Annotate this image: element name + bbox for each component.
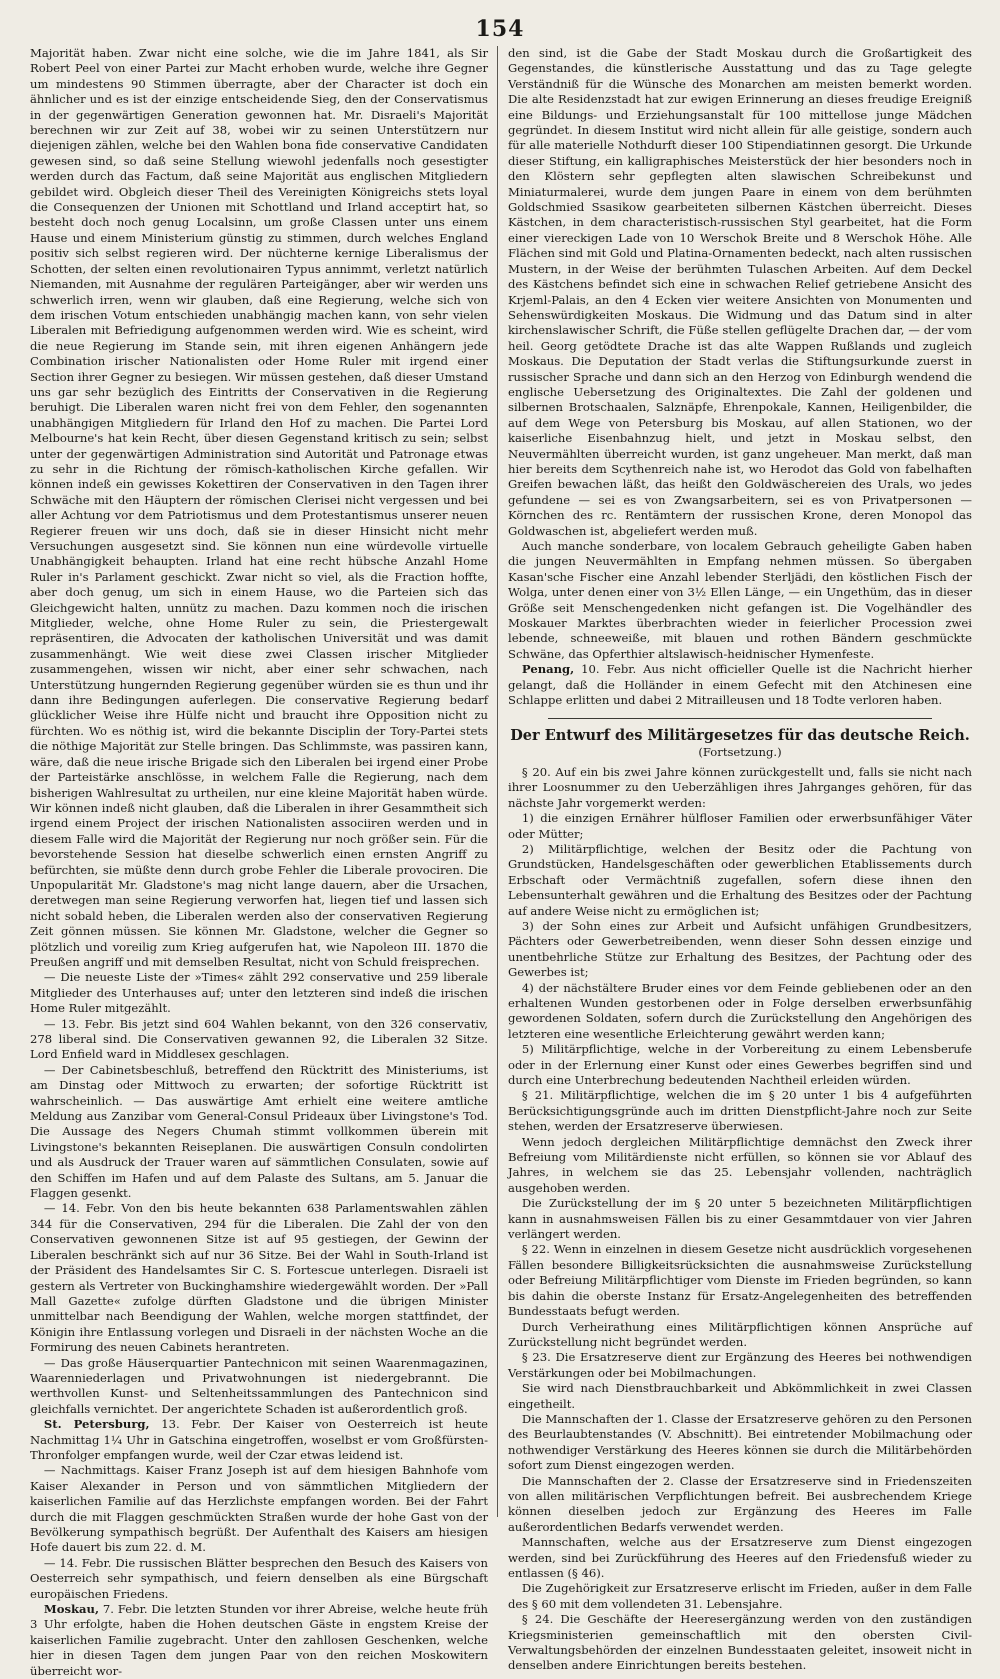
law-paragraph: Wenn jedoch dergleichen Militärpflichtige demnächst den Zweck ihrer Befreiung vom Militärdienste nicht erfüllen, so können sie vor Ablauf des Jahres, in welchem sie das 25. Lebensjahr vollenden, nachträglich ausgehoben werden. <box>508 1134 972 1195</box>
section-subheading: (Fortsetzung.) <box>698 745 782 760</box>
column-divider <box>497 46 498 1517</box>
article-paragraph: — 14. Febr. Von den bis heute bekannten 638 Parlamentswahlen zählen 344 für die Conservativen, 294 für die Liberalen. Die Zahl der von den Conservativen gewonnenen Sitze ist auf 95 gestiegen, der Gewinn der Liberalen beschränkt sich auf nur 36 Sitze. Bei der Wahl in South-Irland ist der Präsident des Handelsamtes Sir C. S. Fortescue unterlegen. Disraeli ist gestern als Vertreter von Buckinghamshire wiedergewählt worden. Der »Pall Mall Gazette« zufolge dürften Gladstone und die übrigen Minister unmittelbar nach Beendigung der Wahlen, welche morgen stattfindet, der Königin ihre Entlassung vorlegen und Disraeli in der nächsten Woche an die Formirung des neuen Cabinets herantreten. <box>30 1201 488 1355</box>
section-heading: Der Entwurf des Militärgesetzes für das deutsche Reich. <box>510 727 970 745</box>
article-paragraph: den sind, ist die Gabe der Stadt Moskau durch die Großartigkeit des Gegenstandes, die künstlerische Ausstattung und das zu Tage gelegte Verständniß für die Wünsche des Monarchen am meisten bemerkt worden. Die alte Residenzstadt hat zur ewigen Erinnerung an dieses freudige Ereigniß eine Bildungs- und Erziehungsanstalt für 100 mittellose junge Mädchen gegründet. In diesem Institut wird nicht allein für alle geistige, sondern auch für alle materielle Nothdurft dieser 100 Stipendiatinnen gesorgt. Die Urkunde dieser Stiftung, ein kalligraphisches Meisterstück der hier besonders noch in den Klöstern sehr gepflegten alten slawischen Schreibekunst und Miniaturmalerei, wurde dem jungen Paare in einem von dem berühmten Goldschmied Ssasikow gearbeiteten silbernen Kästchen überreicht. Dieses Kästchen, in dem characteristisch-russischen Styl gearbeitet, hat die Form einer viereckigen Lade von 10 Werschok Breite und 8 Werschok Höhe. Alle Flächen sind mit Gold und Platina-Ornamenten bedeckt, nach alten russischen Mustern, in der Weise der berühmten Tulaschen Arbeiten. Auf dem Deckel des Kästchens befindet sich eine in schwachen Relief getriebene Ansicht des Krjeml-Palais, an den 4 Ecken vier weitere Ansichten von Monumenten und Sehenswürdigkeiten Moskaus. Die Widmung und das Datum sind in alter kirchenslawischer Schrift, die Füße stellen geflügelte Drachen dar, — der vom heil. Georg getödtete Drache ist das alte Wappen Rußlands und zugleich Moskaus. Die Deputation der Stadt verlas die Stiftungsurkunde zuerst in russischer Sprache und dann sich an den Herzog von Edinburgh wendend die englische Uebersetzung des Originaltextes. Die Zahl der goldenen und silbernen Brotschaalen, Salznäpfe, Ehrenpokale, Kannen, Heiligenbilder, die auf dem Wege von Petersburg bis Moskau, auf allen Stationen, wo der kaiserliche Eisenbahnzug hielt, und jetzt in Moskau selbst, den Neuvermählten überreicht wurden, ist ganz ungeheuer. Man merkt, daß man hier bereits dem Scythenreich nahe ist, wo Herodot das Gold von fabelhaften Greifen bewachen läßt, das heißt den Goldwäschereien des Urals, wo jedes gefundene — sei es von Zwangsarbeitern, sei es von Privatpersonen — Körnchen des rc. Rentämtern der russischen Krone, deren Monopol das Goldwaschen ist, abgeliefert werden muß. <box>508 46 972 538</box>
law-paragraph: Die Zurückstellung der im § 20 unter 5 bezeichneten Militärpflichtigen kann in ausnahmsweisen Fällen bis zu einer Gesammtdauer von vier Jahren verlängert werden. <box>508 1196 972 1242</box>
dateline-paragraph <box>508 662 972 708</box>
law-paragraph: Mannschaften, welche aus der Ersatzreserve zum Dienst eingezogen werden, sind bei Zurückführung des Heeres auf den Friedensfuß wieder zu entlassen (§ 46). <box>508 1535 972 1580</box>
dateline-paragraph <box>30 1417 488 1463</box>
law-paragraph: 2) Militärpflichtige, welchen der Besitz oder die Pachtung von Grundstücken, Handelsgeschäften oder gewerblichen Etablissements durch Erbschaft oder Vermächtniß zugefallen, sofern diese ihnen den Lebensunterhalt gewähren und die Erhaltung des Besitzes oder der Pachtung auf andere Weise nicht zu ermöglichen ist; <box>508 841 972 918</box>
dateline-text: 10. Febr. Aus nicht officieller Quelle ist die Nachricht hierher gelangt, daß die Holländer in einem Gefecht mit den Atchinesen eine Schlappe erlitten und dabei 2 Mitrailleusen und 18 Todte verloren haben. <box>508 662 972 708</box>
dateline-place: Moskau, <box>43 1602 100 1617</box>
section-divider <box>548 718 932 719</box>
dateline-text: 13. Febr. Der Kaiser von Oesterreich ist heute Nachmittag 1¼ Uhr in Gatschina eingetroffen, woselbst er vom Großfürsten-Thronfolger empfangen wurde, weil der Czar etwas leidend ist. <box>30 1417 488 1462</box>
law-paragraph: § 23. Die Ersatzreserve dient zur Ergänzung des Heeres bei nothwendigen Verstärkungen oder bei Mobilmachungen. <box>508 1350 972 1380</box>
law-paragraph: Die Zugehörigkeit zur Ersatzreserve erlischt im Frieden, außer in dem Falle des § 60 mit dem vollendeten 31. Lebensjahre. <box>508 1581 972 1611</box>
dateline-text: 7. Febr. Die letzten Stunden vor ihrer Abreise, welche heute früh 3 Uhr erfolgte, haben die Hohen deutschen Gäste in engstem Kreise der kaiserlichen Familie zugebracht. Unter den zahllosen Geschenken, welche hier in diesen Tagen dem jungen Paar von den reichen Moskowitern überreicht wor- <box>30 1602 489 1678</box>
article-paragraph: — Die neueste Liste der »Times« zählt 292 conservative und 259 liberale Mitglieder des Unterhauses auf; unter den letzteren sind indeß die irischen Home Ruler mitgezählt. <box>30 970 488 1016</box>
dateline-paragraph <box>30 1602 488 1679</box>
law-paragraph: 3) der Sohn eines zur Arbeit und Aufsicht unfähigen Grundbesitzers, Pächters oder Gewerbetreibenden, wenn dieser Sohn dessen einzige und unentbehrliche Stütze zur Erhaltung des Besitzes, der Pachtung oder des Gewerbes ist; <box>508 918 972 980</box>
article-paragraph: — Das große Häuserquartier Pantechnicon mit seinen Waarenmagazinen, Waarenniederlagen und Privatwohnungen ist niedergebrannt. Die werthvollen Kunst- und Seltenheitssammlungen des Pantechnicon sind gleichfalls vernichtet. Der angerichtete Schaden ist außerordentlich groß. <box>30 1355 488 1416</box>
article-paragraph: — Nachmittags. Kaiser Franz Joseph ist auf dem hiesigen Bahnhofe vom Kaiser Alexander in Person und von sämmtlichen Mitgliedern der kaiserlichen Familie auf das Herzlichste empfangen worden. Bei der Fahrt durch die mit Flaggen geschmückten Straßen wurde der hohe Gast von der Bevölkerung sympathisch begrüßt. Der Aufenthalt des Kaisers am hiesigen Hofe dauert bis zum 22. d. M. <box>30 1463 488 1555</box>
law-paragraph: § 22. Wenn in einzelnen in diesem Gesetze nicht ausdrücklich vorgesehenen Fällen besondere Billigkeitsrücksichten die ausnahmsweise Zurückstellung oder Befreiung Militärpflichtiger vom Dienste im Frieden begründen, so kann bis dahin die oberste Instanz für Ersatz-Angelegenheiten des betreffenden Bundesstaats befugt werden. <box>508 1242 972 1319</box>
article-paragraph: — Der Cabinetsbeschluß, betreffend den Rücktritt des Ministeriums, ist am Dinstag oder Mittwoch zu erwarten; der sofortige Rücktritt ist wahrscheinlich. — Das auswärtige Amt erhielt eine weitere amtliche Meldung aus Zanzibar vom General-Consul Prideaux über Livingstone's Tod. Die Aussage des Negers Chumah stimmt vollkommen überein mit Livingstone's bekannten Reiseplanen. Die auswärtigen Consuln condolirten und als Ausdruck der Trauer waren auf sämmtlichen Consulaten, sowie auf den Schiffen im Hafen und auf dem Palaste des Sultans, am 5. Januar die Flaggen gesenkt. <box>30 1062 488 1201</box>
law-paragraph: Sie wird nach Dienstbrauchbarkeit und Abkömmlichkeit in zwei Classen eingetheilt. <box>508 1381 972 1411</box>
article-paragraph: Auch manche sonderbare, von localem Gebrauch geheiligte Gaben haben die jungen Neuvermählten in Empfang nehmen müssen. So übergaben Kasan'sche Fischer eine Anzahl lebender Sterljädi, den köstlichen Fisch der Wolga, unter denen einer von 3½ Ellen Länge, — ein Ungethüm, das in dieser Größe seit Menschengedenken nicht gefangen ist. Die Vogelhändler des Moskauer Marktes überbrachten wieder in feierlicher Procession zwei lebende, schneeweiße, mit blauen und rothen Bändern geschmückte Schwäne, das Opferthier altslawisch-heidnischer Hymenfeste. <box>508 539 972 661</box>
right-column <box>508 46 972 1673</box>
article-paragraph: Majorität haben. Zwar nicht eine solche, wie die im Jahre 1841, als Sir Robert Peel von einer Partei zur Macht erhoben wurde, welche ihre Gegner um mindestens 90 Stimmen überragte, aber der Character ist doch ein ähnlicher und es ist der einzige entscheidende Sieg, den der Conservatismus in der gegenwärtigen Generation gewonnen hat. Mr. Disraeli's Majorität berechnen wir zur Zeit auf 38, wobei wir zu seinen Unterstützern nur diejenigen zählen, welche bei den Wahlen bona fide conservative Candidaten gewesen sind, so daß seine Stellung wiewohl jedenfalls noch gesestigter werden durch das Factum, daß seine Majorität aus englischen Mitgliedern gebildet wird. Obgleich dieser Theil des Vereinigten Königreichs stets loyal die Consequenzen der Unionen mit Schottland und Irland acceptirt hat, so besteht doch noch genug Localsinn, um große Classen unter uns einem Hause und einem Ministerium günstig zu stimmen, durch welches England positiv sich selbst regieren wird. Der nüchterne kernige Liberalismus der Schotten, der selten einen revolutionairen Typus annimmt, verletzt natürlich Niemanden, mit Ausnahme der regulären Parteigänger, aber wir werden uns schwerlich irren, wenn wir glauben, daß eine Regierung, welche sich von dem irischen Votum entschieden unabhängig machen kann, von sehr vielen Liberalen mit Befriedigung aufgenommen werden wird. Wie es scheint, wird die neue Regierung im Stande sein, mit ihren eigenen Anhängern jede Combination irischer Nationalisten oder Home Ruler mit irgend einer Section ihrer Gegner zu besiegen. Wir müssen gestehen, daß dieser Umstand uns gar sehr bezüglich des Eintritts der Conservativen in die Regierung beruhigt. Die Liberalen waren nicht frei von dem Fehler, den sogenannten unabhängigen Mitgliedern für Irland den Hof zu machen. Die Partei Lord Melbourne's hat kein Recht, über diesen Gegenstand kritisch zu sein; selbst unter der gegenwärtigen Administration sind Autorität und Patronage etwas zu sehr in die Richtung der römisch-katholischen Kirche gefallen. Wir können indeß ein gewisses Kokettiren der Conservativen in den Tagen ihrer Schwäche mit den Häuptern der römischen Clerisei nicht vergessen und bei aller Achtung vor dem Patriotismus und dem Protestantismus unserer neuen Regierer freuen wir uns doch, daß sie in dieser Hinsicht nicht mehr Versuchungen ausgesetzt sind. Sie können nun eine würdevolle virtuelle Unabhängigkeit behaupten. Irland hat eine recht hübsche Anzahl Home Ruler in's Parlament geschickt. Zwar nicht so viel, als die Fraction hoffte, aber doch genug, um sich in einem Hause, wo die Parteien sich das Gleichgewicht halten, unnütz zu machen. Dazu kommen noch die irischen Mitglieder, welche, ohne Home Ruler zu sein, die Priestergewalt repräsentiren, die Advocaten der katholischen Universität und was damit zusammenhängt. Wie weit diese zwei Classen irischer Mitglieder zusammengehen, wissen wir nicht, aber einer sehr schwachen, nach Unterstützung hungernden Regierung gegenüber würden sie es thun und ihr dann ihre Bedingungen auferlegen. Die conservative Regierung bedarf glücklicher Weise ihre Hülfe nicht und braucht ihre Opposition nicht zu fürchten. Wo es nöthig ist, wird die bekannte Disciplin der Tory-Partei stets die nöthige Majorität zur Stelle bringen. Das Schlimmste, was passiren kann, wäre, daß die neue irische Brigade sich den Liberalen bei irgend einer Probe der Parteistärke anschlösse, in welchem Falle die Regierung, nach dem bisherigen Wahlresultat zu urtheilen, nur eine kleine Majorität haben würde. Wir können indeß nicht glauben, daß die Liberalen in ihrer Gesammtheit sich irgend einem Project der irischen Nationalisten associiren werden und in diesem Falle wird die Majorität der Regierung nur noch größer sein. Für die bevorstehende Session hat dieselbe schwerlich einen ernsten Angriff zu befürchten, sie müßte denn durch grobe Fehler die Liberale provociren. Die Unpopularität Mr. Gladstone's mag nicht lange dauern, aber die Ursachen, deretwegen man seine Regierung verworfen hat, liegen tief und lassen sich nicht sobald heben, die Liberalen werden also der conservativen Regierung Zeit gönnen müssen. Sie können Mr. Gladstone, welcher die Gegner so plötzlich und voreilig zum Krieg aufgerufen hat, wie Napoleon III. 1870 die Preußen angriff und mit demselben Resultat, nicht von Schuld freisprechen. <box>30 46 488 969</box>
law-paragraph: § 20. Auf ein bis zwei Jahre können zurückgestellt und, falls sie nicht nach ihrer Loosnummer zu den Ueberzähligen ihres Jahrganges gehören, für das nächste Jahr vorgemerkt werden: <box>508 764 972 810</box>
law-paragraph: 1) die einzigen Ernährer hülfloser Familien oder erwerbsunfähiger Väter oder Mütter; <box>508 811 972 841</box>
law-paragraph: Durch Verheirathung eines Militärpflichtigen können Ansprüche auf Zurückstellung nicht begründet werden. <box>508 1319 972 1349</box>
article-paragraph: — 14. Febr. Die russischen Blätter besprechen den Besuch des Kaisers von Oesterreich sehr sympathisch, und feiern denselben als eine Bürgschaft europäischen Friedens. <box>30 1555 488 1601</box>
law-paragraph: Die Mannschaften der 1. Classe der Ersatzreserve gehören zu den Personen des Beurlaubtenstandes (V. Abschnitt). Bei eintretender Mobilmachung oder nothwendiger Verstärkung des Heeres können sie durch die Militärbehörden sofort zum Dienst eingezogen werden. <box>508 1411 972 1473</box>
law-paragraph: Die Mannschaften der 2. Classe der Ersatzreserve sind in Friedenszeiten von allen militärischen Verpflichtungen befreit. Bei ausbrechendem Kriege können dieselben jedoch zur Ergänzung des Heeres im Falle außerordentlichen Bedarfs verwendet werden. <box>508 1473 972 1534</box>
law-paragraph: 5) Militärpflichtige, welche in der Vorbereitung zu einem Lebensberufe oder in der Erlernung einer Kunst oder eines Gewerbes begriffen sind und durch eine Unterbrechung bedeutenden Nachtheil erleiden würden. <box>508 1042 972 1087</box>
dateline-place: Penang, <box>521 662 575 677</box>
article-paragraph: — 13. Febr. Bis jetzt sind 604 Wahlen bekannt, von den 326 conservativ, 278 liberal sind. Die Conservativen gewannen 92, die Liberalen 32 Sitze. Lord Enfield ward in Middlesex geschlagen. <box>30 1016 488 1062</box>
left-column <box>30 46 489 1678</box>
law-paragraph: § 24. Die Geschäfte der Heeresergänzung werden von den zuständigen Kriegsministerien gemeinschaftlich mit den obersten Civil-Verwaltungsbehörden der einzelnen Bundesstaaten geleitet, insoweit nicht in denselben andere Einrichtungen bereits bestehen. <box>508 1612 972 1673</box>
page-number: 154 <box>475 16 525 42</box>
dateline-place: St. Petersburg, <box>43 1417 150 1432</box>
law-paragraph: 4) der nächstältere Bruder eines vor dem Feinde gebliebenen oder an den erhaltenen Wunden gestorbenen oder in Folge derselben erwerbsunfähig gewordenen Soldaten, sofern durch die Zurückstellung den Angehörigen des letzteren eine wesentliche Erleichterung gewährt werden kann; <box>508 980 972 1041</box>
law-paragraph: § 21. Militärpflichtige, welchen die im § 20 unter 1 bis 4 aufgeführten Berücksichtigungsgründe auch im dritten Dienstpflicht-Jahre noch zur Seite stehen, werden der Ersatzreserve überwiesen. <box>508 1088 972 1134</box>
